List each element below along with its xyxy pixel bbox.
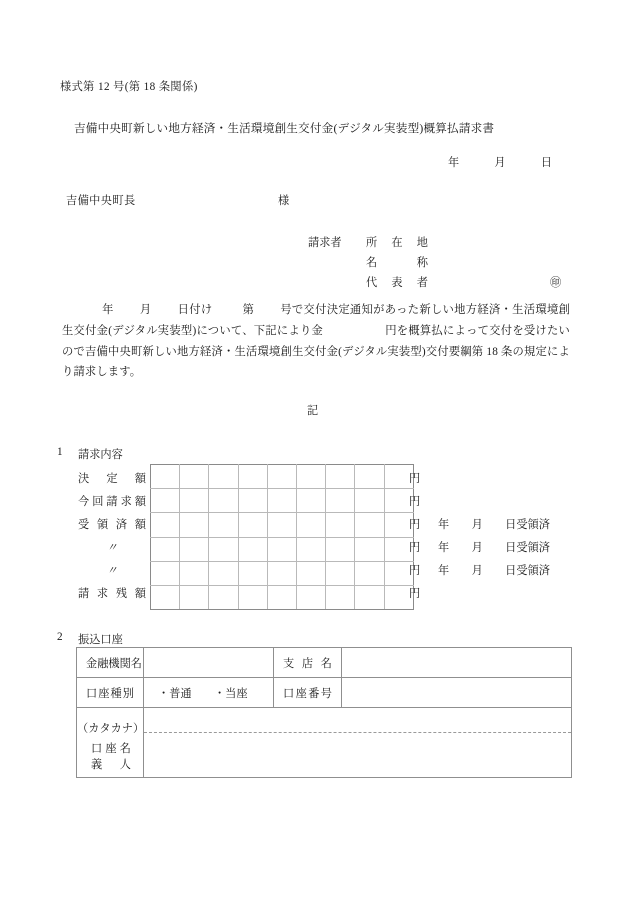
- account-holder-kana-label: （カタカナ）: [77, 723, 145, 735]
- amount-cell[interactable]: [267, 513, 296, 537]
- amount-cell[interactable]: [238, 465, 267, 489]
- amount-cell[interactable]: [355, 489, 384, 513]
- yen-unit: 円: [409, 542, 421, 554]
- amount-cell[interactable]: [355, 537, 384, 561]
- body-line2-head: 活環境創生交付金(デジタル実装型)について、下記により金: [62, 304, 570, 337]
- table-row[interactable]: [151, 585, 414, 609]
- bank-account-table: [76, 647, 572, 778]
- amount-cell[interactable]: [151, 561, 180, 585]
- account-number-label: 口座番号: [274, 678, 342, 708]
- amount-cell[interactable]: [180, 489, 209, 513]
- amount-cell[interactable]: [209, 561, 238, 585]
- account-number-field[interactable]: [342, 678, 572, 708]
- amount-cell[interactable]: [238, 561, 267, 585]
- date-line: 年 月 日: [448, 157, 553, 169]
- amount-cell[interactable]: [296, 489, 325, 513]
- amount-cell[interactable]: [151, 585, 180, 609]
- amount-row-label-5: 請求残額: [78, 588, 146, 600]
- seal-icon: ㊞: [550, 277, 562, 289]
- amount-cell[interactable]: [209, 465, 238, 489]
- body-paragraph: [62, 300, 570, 383]
- addressee-honorific: 様: [278, 195, 290, 207]
- table-row[interactable]: [151, 489, 414, 513]
- claimant-name-label: 名 称: [366, 257, 428, 269]
- table-row: [77, 708, 572, 778]
- claimant-representative-label: 代 表 者: [366, 277, 428, 289]
- branch-name-field[interactable]: [342, 648, 572, 678]
- account-holder-label: [77, 708, 144, 778]
- amount-cell[interactable]: [238, 537, 267, 561]
- amount-cell[interactable]: [355, 465, 384, 489]
- amount-row-label-3: 〃: [106, 542, 118, 554]
- amount-cell[interactable]: [151, 489, 180, 513]
- amount-cell[interactable]: [267, 585, 296, 609]
- table-row[interactable]: [151, 513, 414, 537]
- amount-cell[interactable]: [326, 561, 355, 585]
- amount-row-label-0: 決定額: [78, 473, 146, 485]
- section2-heading: 振込口座: [78, 634, 123, 646]
- body-line3: よって交付を受けたいので吉備中央町新しい地方経済・生活環境創生交付金(デジタル: [62, 324, 570, 358]
- amount-cell[interactable]: [326, 489, 355, 513]
- received-note: 年 月 日受領済: [438, 565, 550, 577]
- amount-cell[interactable]: [180, 465, 209, 489]
- claimant-address-label: 所 在 地: [366, 237, 428, 249]
- yen-unit: 円: [409, 496, 421, 508]
- yen-unit: 円: [409, 519, 421, 531]
- amount-cell[interactable]: [267, 537, 296, 561]
- table-row[interactable]: [151, 561, 414, 585]
- amount-cell[interactable]: [238, 513, 267, 537]
- holder-divider: [144, 732, 571, 733]
- table-row: [77, 648, 572, 678]
- amount-cell[interactable]: [267, 561, 296, 585]
- yen-unit: 円: [409, 588, 421, 600]
- amount-grid[interactable]: [150, 464, 414, 610]
- amount-cell[interactable]: [326, 585, 355, 609]
- amount-row-label-2: 受領済額: [78, 519, 146, 531]
- yen-unit: 円: [409, 473, 421, 485]
- amount-cell[interactable]: [296, 561, 325, 585]
- section1-heading: 請求内容: [78, 449, 123, 461]
- memo-marker: 記: [307, 405, 319, 417]
- amount-cell[interactable]: [151, 537, 180, 561]
- amount-cell[interactable]: [355, 561, 384, 585]
- amount-cell[interactable]: [209, 489, 238, 513]
- amount-cell[interactable]: [267, 489, 296, 513]
- amount-cell[interactable]: [355, 585, 384, 609]
- body-year: 年: [102, 304, 114, 316]
- amount-cell[interactable]: [238, 585, 267, 609]
- amount-cell[interactable]: [296, 537, 325, 561]
- body-number-prefix: 第: [242, 304, 255, 316]
- table-row[interactable]: [151, 465, 414, 489]
- amount-cell[interactable]: [326, 537, 355, 561]
- amount-cell[interactable]: [267, 465, 296, 489]
- amount-cell[interactable]: [209, 513, 238, 537]
- body-line4: 実装型)交付要綱第 18 条の規定により請求します。: [62, 345, 571, 379]
- section1-number: 1: [57, 446, 63, 458]
- addressee: 吉備中央町長: [66, 195, 136, 207]
- claimant-label: 請求者: [308, 237, 342, 249]
- amount-cell[interactable]: [180, 561, 209, 585]
- amount-cell[interactable]: [151, 465, 180, 489]
- account-holder-name-label: 口座名義人: [91, 743, 131, 771]
- amount-cell[interactable]: [355, 513, 384, 537]
- amount-cell[interactable]: [180, 513, 209, 537]
- amount-cell[interactable]: [209, 537, 238, 561]
- bank-name-field[interactable]: [144, 648, 274, 678]
- amount-cell[interactable]: [151, 513, 180, 537]
- account-holder-field[interactable]: [144, 708, 572, 778]
- amount-cell[interactable]: [180, 585, 209, 609]
- body-day: 日付け: [177, 304, 213, 316]
- body-line1-tail: 号で交付決定通知があった新しい地方経済・生: [280, 304, 524, 316]
- amount-cell[interactable]: [326, 465, 355, 489]
- table-row[interactable]: [151, 537, 414, 561]
- received-note: 年 月 日受領済: [438, 519, 550, 531]
- amount-cell[interactable]: [326, 513, 355, 537]
- document-title: 吉備中央町新しい地方経済・生活環境創生交付金(デジタル実装型)概算払請求書: [74, 122, 495, 135]
- amount-cell[interactable]: [296, 465, 325, 489]
- branch-name-label: 支店名: [274, 648, 342, 678]
- table-row: [77, 678, 572, 708]
- body-line2-tail: 円を概算払に: [385, 324, 455, 337]
- amount-cell[interactable]: [296, 585, 325, 609]
- amount-cell[interactable]: [296, 513, 325, 537]
- amount-cell[interactable]: [238, 489, 267, 513]
- received-note: 年 月 日受領済: [438, 542, 550, 554]
- body-month: 月: [139, 304, 152, 316]
- yen-unit: 円: [409, 565, 421, 577]
- amount-row-label-1: 今回請求額: [78, 496, 146, 508]
- bank-name-label: 金融機関名: [77, 648, 144, 678]
- account-type-label: 口座種別: [77, 678, 144, 708]
- amount-row-label-4: 〃: [106, 565, 118, 577]
- amount-cell[interactable]: [180, 537, 209, 561]
- account-type-options[interactable]: ・普通 ・当座: [144, 678, 274, 708]
- amount-cell[interactable]: [209, 585, 238, 609]
- section2-number: 2: [57, 631, 63, 643]
- form-number: 様式第 12 号(第 18 条関係): [60, 81, 198, 93]
